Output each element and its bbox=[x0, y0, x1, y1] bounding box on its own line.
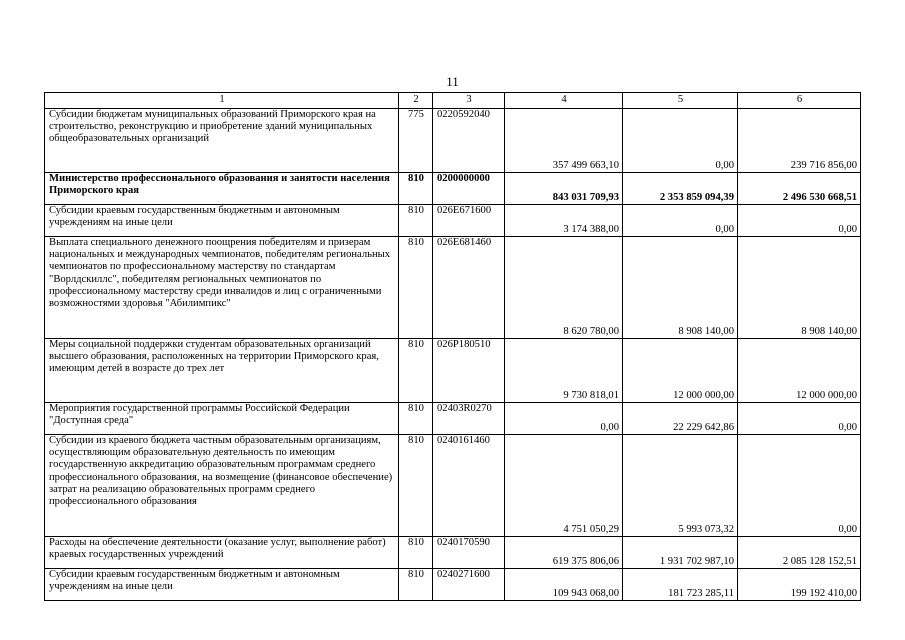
row-code: 810 bbox=[399, 205, 433, 237]
row-code: 810 bbox=[399, 173, 433, 205]
row-value-3: 0,00 bbox=[738, 205, 861, 237]
row-name: Меры социальной поддержки студентам образовательных организаций высшего образования, расположенных на территории Приморского края, имеющим детей в возрасте до трех лет bbox=[45, 339, 399, 403]
row-name: Субсидии краевым государственным бюджетным и автономным учреждениям на иные цели bbox=[45, 569, 399, 601]
row-value-1: 619 375 806,06 bbox=[505, 537, 623, 569]
row-value-1: 4 751 050,29 bbox=[505, 435, 623, 537]
row-value-3: 0,00 bbox=[738, 403, 861, 435]
row-csr: 0240161460 bbox=[433, 435, 505, 537]
row-value-3: 0,00 bbox=[738, 435, 861, 537]
row-value-2: 1 931 702 987,10 bbox=[623, 537, 738, 569]
row-value-3: 199 192 410,00 bbox=[738, 569, 861, 601]
row-name: Субсидии бюджетам муниципальных образований Приморского края на строительство, реконструкцию и приобретение зданий муниципальных общеобразовательных организаций bbox=[45, 109, 399, 173]
table-row bbox=[45, 403, 861, 435]
row-name: Мероприятия государственной программы Российской Федерации "Доступная среда" bbox=[45, 403, 399, 435]
row-value-2: 0,00 bbox=[623, 109, 738, 173]
table-row bbox=[45, 537, 861, 569]
table-row bbox=[45, 205, 861, 237]
page-number: 11 bbox=[446, 74, 459, 89]
row-code: 810 bbox=[399, 435, 433, 537]
row-code: 775 bbox=[399, 109, 433, 173]
row-value-1: 109 943 068,00 bbox=[505, 569, 623, 601]
row-name: Расходы на обеспечение деятельности (оказание услуг, выполнение работ) краевых государственных учреждений bbox=[45, 537, 399, 569]
table-row bbox=[45, 109, 861, 173]
row-value-1: 0,00 bbox=[505, 403, 623, 435]
row-code: 810 bbox=[399, 403, 433, 435]
row-code: 810 bbox=[399, 237, 433, 339]
table-row bbox=[45, 435, 861, 537]
row-name: Субсидии краевым государственным бюджетным и автономным учреждениям на иные цели bbox=[45, 205, 399, 237]
row-csr: 02403R0270 bbox=[433, 403, 505, 435]
column-header: 2 bbox=[399, 93, 433, 109]
row-value-2: 0,00 bbox=[623, 205, 738, 237]
row-value-3: 2 085 128 152,51 bbox=[738, 537, 861, 569]
table-row bbox=[45, 339, 861, 403]
table-header-row bbox=[45, 93, 861, 109]
row-csr: 0200000000 bbox=[433, 173, 505, 205]
row-csr: 026E671600 bbox=[433, 205, 505, 237]
row-value-2: 181 723 285,11 bbox=[623, 569, 738, 601]
row-value-2: 22 229 642,86 bbox=[623, 403, 738, 435]
row-value-2: 12 000 000,00 bbox=[623, 339, 738, 403]
row-code: 810 bbox=[399, 569, 433, 601]
row-value-2: 2 353 859 094,39 bbox=[623, 173, 738, 205]
column-header: 4 bbox=[505, 93, 623, 109]
column-header: 5 bbox=[623, 93, 738, 109]
row-value-2: 5 993 073,32 bbox=[623, 435, 738, 537]
row-name: Выплата специального денежного поощрения победителям и призерам национальных и международных чемпионатов, победителям региональных чемпионатов по профессиональному мастерству по стандартам "Ворлдскиллс", победителям региональных чемпионатов по профессиональному мастерству среди инвалидов и лиц с ограниченными возможностями здоровья "Абилимпикс" bbox=[45, 237, 399, 339]
table-row bbox=[45, 237, 861, 339]
budget-table bbox=[44, 92, 861, 601]
column-header: 1 bbox=[45, 93, 399, 109]
row-csr: 0240271600 bbox=[433, 569, 505, 601]
table-row bbox=[45, 569, 861, 601]
row-value-2: 8 908 140,00 bbox=[623, 237, 738, 339]
column-header: 6 bbox=[738, 93, 861, 109]
row-value-3: 8 908 140,00 bbox=[738, 237, 861, 339]
row-code: 810 bbox=[399, 537, 433, 569]
row-value-1: 8 620 780,00 bbox=[505, 237, 623, 339]
row-value-3: 2 496 530 668,51 bbox=[738, 173, 861, 205]
row-value-1: 9 730 818,01 bbox=[505, 339, 623, 403]
row-csr: 0240170590 bbox=[433, 537, 505, 569]
column-header: 3 bbox=[433, 93, 505, 109]
row-value-1: 3 174 388,00 bbox=[505, 205, 623, 237]
row-value-1: 843 031 709,93 bbox=[505, 173, 623, 205]
row-code: 810 bbox=[399, 339, 433, 403]
row-value-1: 357 499 663,10 bbox=[505, 109, 623, 173]
row-value-3: 12 000 000,00 bbox=[738, 339, 861, 403]
row-csr: 0220592040 bbox=[433, 109, 505, 173]
row-value-3: 239 716 856,00 bbox=[738, 109, 861, 173]
row-name: Субсидии из краевого бюджета частным образовательным организациям, осуществляющим образовательную деятельность по имеющим государственную аккредитацию образовательным программам среднего профессионального образования, на возмещение (финансовое обеспечение) затрат на реализацию образовательных программ среднего профессионального образования bbox=[45, 435, 399, 537]
row-csr: 026P180510 bbox=[433, 339, 505, 403]
table-row bbox=[45, 173, 861, 205]
row-name: Министерство профессионального образования и занятости населения Приморского края bbox=[45, 173, 399, 205]
row-csr: 026E681460 bbox=[433, 237, 505, 339]
